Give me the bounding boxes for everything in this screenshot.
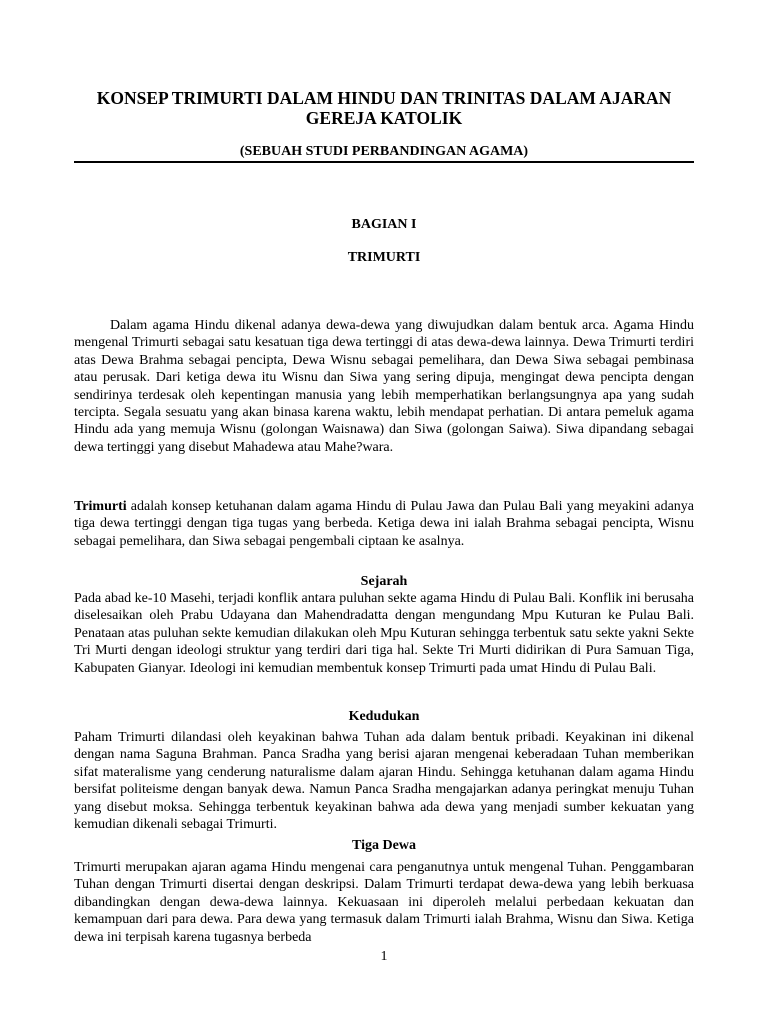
section-text-tiga-dewa: Trimurti merupakan ajaran agama Hindu mengenai cara penganutnya untuk mengenal Tuhan. Penggambaran Tuhan dengan Trimurti disertai dengan deskripsi. Dalam Trimurti terdapat dewa-dewa yang lebih berkuasa dibandingkan dengan dewa-dewa lainnya. Kekuasaan ini diperoleh melalui perbedaan kekuatan dan kemampuan dari para dewa. Para dewa yang termasuk dalam Trimurti ialah Brahma, Wisnu dan Siwa. Ketiga dewa ini terpisah karena tugasnya berbeda bbox=[74, 860, 694, 945]
page-number: 1 bbox=[380, 949, 388, 964]
definition-text: adalah konsep ketuhanan dalam agama Hindu di Pulau Jawa dan Pulau Bali yang meyakini adanya tiga dewa tertinggi dengan tiga tugas yang berbeda. Ketiga dewa ini ialah Brahma sebagai pencipta, Wisnu sebagai pemelihara, dan Siwa sebagai pengembali ciptaan ke asalnya. bbox=[74, 499, 694, 549]
document-title: KONSEP TRIMURTI DALAM HINDU DAN TRINITAS DALAM AJARAN GEREJA KATOLIK bbox=[96, 88, 672, 128]
definition-paragraph bbox=[74, 498, 694, 550]
document-page bbox=[74, 0, 694, 1024]
section-heading-kedudukan: Kedudukan bbox=[348, 709, 420, 724]
intro-paragraph: Dalam agama Hindu dikenal adanya dewa-dewa yang diwujudkan dalam bentuk arca. Agama Hindu mengenal Trimurti sebagai satu kesatuan tiga dewa tertinggi di atas dewa-dewa lainnya. Dewa Trimurti terdiri atas Dewa Brahma sebagai pencipta, Dewa Wisnu sebagai pemelihara, dan Dewa Siwa sebagai pembinasa atau perusak. Dari ketiga dewa itu Wisnu dan Siwa yang sering dipuja, mengingat dewa pencipta dengan sendirinya terdesak oleh kepentingan manusia yang lebih memperhatikan berlangsungnya apa yang sudah tercipta. Segala sesuatu yang akan binasa karena waktu, lebih mendapat perhatian. Di antara pemeluk agama Hindu ada yang memuja Wisnu (golongan Waisnawa) dan Siwa (golongan Saiwa). Siwa dipandang sebagai dewa tertinggi yang disebut Mahadewa atau Mahe?wara. bbox=[74, 318, 694, 455]
part-title: TRIMURTI bbox=[347, 250, 421, 265]
section-heading-tiga-dewa: Tiga Dewa bbox=[352, 838, 416, 853]
section-text-kedudukan: Paham Trimurti dilandasi oleh keyakinan bahwa Tuhan ada dalam bentuk pribadi. Keyakinan ini dikenal dengan nama Saguna Brahman. Panca Sradha yang berisi ajaran mengenai keberadaan Tuhan memberikan sifat materalisme yang cenderung naturalisme dalam ajaran Hindu. Sehingga ketuhanan dalam agama Hindu bersifat politeisme dengan banyak dewa. Namun Panca Sradha mengajarkan adanya peringkat menuju Tuhan yang disebut moksa. Sehingga terbentuk keyakinan bahwa ada dewa yang menjadi sumber kekuatan yang kemudian dikenali sebagai Trimurti. bbox=[74, 730, 694, 833]
section-text-sejarah: Pada abad ke-10 Masehi, terjadi konflik antara puluhan sekte agama Hindu di Pulau Bali. Konflik ini berusaha diselesaikan oleh Prabu Udayana dan Mahendradatta dengan mengundang Mpu Kuturan ke Pulau Bali. Penataan atas puluhan sekte kemudian dilakukan oleh Mpu Kuturan sehingga terbentuk satu sekte yakni Sekte Tri Murti dengan ideologi struktur yang terdiri dari tiga hal. Sekte Tri Murti didirikan di Pura Samuan Tiga, Kabupaten Gianyar. Ideologi ini kemudian membentuk konsep Trimurti pada umat Hindu di Pulau Bali. bbox=[74, 591, 694, 676]
document-subtitle: (SEBUAH STUDI PERBANDINGAN AGAMA) bbox=[239, 144, 529, 159]
title-divider bbox=[74, 161, 694, 163]
section-heading-sejarah: Sejarah bbox=[360, 574, 408, 589]
part-label: BAGIAN I bbox=[351, 217, 417, 232]
definition-term: Trimurti bbox=[74, 499, 127, 514]
